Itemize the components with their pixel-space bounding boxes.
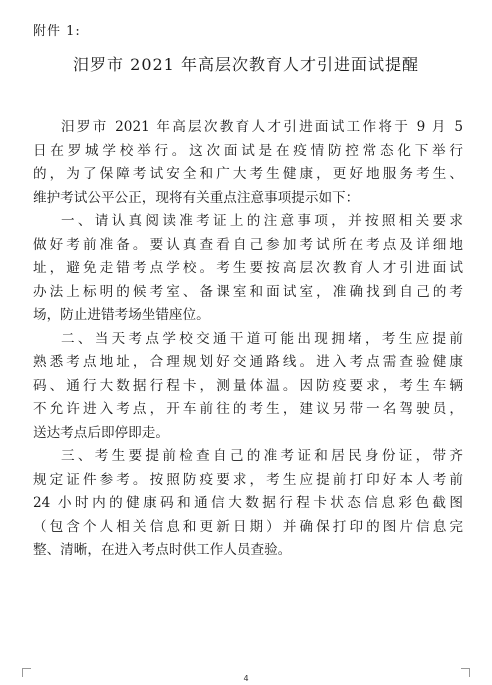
body-line: 的，为了保障考试安全和广大考生健康，更好地服务考生、 (33, 166, 463, 182)
body-line: 一、请认真阅读准考证上的注意事项，并按照相关要求 (61, 213, 463, 229)
document-body (33, 116, 463, 563)
body-line: 场，防止进错考场坐错座位。 (33, 307, 210, 323)
body-line: 日在罗城学校举行。这次面试是在疫情防控常态化下举行 (33, 142, 463, 159)
body-line: 24 小时内的健康码和通信大数据行程卡状态信息彩色截图 (33, 495, 463, 511)
page-footer (0, 668, 492, 685)
body-line: 不允许进入考点，开车前往的考生，建议另带一名驾驶员， (33, 401, 463, 417)
body-line: 做好考前准备。要认真查看自己参加考试所在考点及详细地 (33, 236, 463, 253)
body-line: 规定证件参考。按照防疫要求，考生应提前打印好本人考前 (33, 471, 463, 488)
body-line: 送达考点后即停即走。 (33, 424, 169, 441)
body-line: （包含个人相关信息和更新日期）并确保打印的图片信息完 (33, 518, 463, 535)
body-line: 维护考试公平公正，现将有关重点注意事项提示如下： (33, 189, 360, 206)
body-line: 办法上标明的候考室、备课室和面试室，准确找到自己的考 (33, 283, 463, 300)
body-line: 码、通行大数据行程卡，测量体温。因防疫要求，考生车辆 (33, 377, 463, 394)
body-line: 汨罗市 2021 年高层次教育人才引进面试工作将于 9 月 5 (61, 119, 463, 135)
body-line: 熟悉考点地址，合理规划好交通路线。进入考点需查验健康 (33, 354, 463, 370)
body-line: 址，避免走错考点学校。考生要按高层次教育人才引进面试 (33, 260, 463, 276)
attachment-label: 附件 1: (33, 24, 81, 39)
body-line: 三、考生要提前检查自己的准考证和居民身份证，带齐 (61, 448, 463, 464)
document-title: 汨罗市 2021 年高层次教育人才引进面试提醒 (73, 55, 419, 74)
page-number: 4 (243, 674, 249, 683)
body-line: 整、清晰，在进入考点时供工作人员查验。 (33, 542, 292, 558)
margin-corner-mark (461, 668, 470, 677)
body-line: 二、当天考点学校交通干道可能出现拥堵，考生应提前 (61, 330, 463, 347)
